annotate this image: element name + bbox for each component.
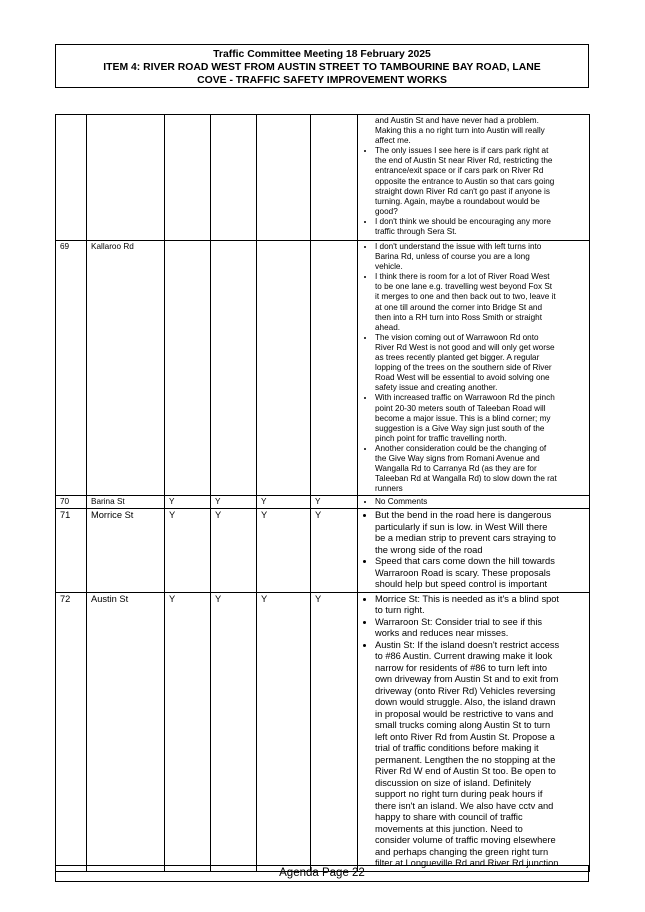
table-row (56, 115, 590, 241)
comment-line: discussion on size of island. Definitely (375, 777, 532, 788)
comments-cell (358, 115, 590, 241)
response-cell-3: Y (257, 509, 311, 593)
comment-line: entrance/exit space or if cars park on River Rd (375, 166, 544, 176)
response-cell-2 (211, 115, 257, 241)
response-cell-4: Y (311, 496, 358, 509)
table-row (56, 496, 590, 509)
comment-line: pinch point for traffic travelling north. (375, 433, 507, 443)
item-title-line-1: ITEM 4: RIVER ROAD WEST FROM AUSTIN STREET TO TAMBOURINE BAY ROAD, LANE (103, 62, 541, 73)
comment-item (375, 617, 585, 640)
comment-line: happy to share with council of traffic (375, 812, 523, 823)
comment-item (375, 497, 585, 507)
response-cell-2: Y (211, 509, 257, 593)
comment-line: straight down River Rd can't go past if anyone is (375, 186, 550, 196)
comment-item (375, 556, 585, 591)
response-cell-4: Y (311, 592, 358, 871)
comment-line: trial of traffic conditions before making it (375, 743, 539, 754)
comment-line: be a median strip to prevent cars straying to (375, 533, 556, 544)
comment-list (362, 510, 585, 591)
comment-line: • Warraroon St: Consider trial to see if this (375, 616, 543, 627)
comment-line: at one till around the corner into Bridge St and (375, 302, 543, 312)
comment-line: River Rd West is not good and will only get worse (375, 342, 555, 352)
comment-line: • I don't think we should be encouraging any more (375, 216, 551, 226)
comment-item (375, 510, 585, 556)
continued-comment (362, 116, 585, 146)
item-title-line-2: COVE - TRAFFIC SAFETY IMPROVEMENT WORKS (197, 75, 447, 86)
response-cell-1: Y (165, 592, 211, 871)
comment-line: own driveway from Austin St and to exit from (375, 674, 559, 685)
comment-line: • Morrice St: This is needed as it's a blind spot (375, 593, 560, 604)
table-row (56, 509, 590, 593)
comment-item (375, 640, 585, 870)
comment-line: the wrong side of the road (375, 544, 483, 555)
page-footer (55, 865, 589, 882)
responses-table (55, 114, 590, 872)
response-cell-4 (311, 115, 358, 241)
comment-line: safety issue and creating another. (375, 383, 498, 393)
meeting-title: Traffic Committee Meeting 18 February 2025 (213, 49, 431, 60)
response-cell-3 (257, 115, 311, 241)
comment-line: lopping of the trees on the southern side of River (375, 363, 552, 373)
comment-line: movements at this junction. Need to (375, 823, 523, 834)
street-cell: Morrice St (87, 509, 165, 593)
comment-line: and Austin St and have never had a problem. (375, 116, 539, 125)
comment-line: in proposal would be restrictive to vans and (375, 708, 554, 719)
row-number-cell: 70 (56, 496, 87, 509)
comment-line: • With increased traffic on Warrawoon Rd the pinch (375, 393, 555, 403)
document-header (55, 44, 589, 88)
response-cell-1 (165, 241, 211, 496)
comment-line: Taleeban Rd at Wangalla Rd) to slow down the rat (375, 474, 557, 484)
comment-item (375, 594, 585, 617)
comment-line: • But the bend in the road here is dangerous (375, 510, 552, 521)
response-cell-2: Y (211, 592, 257, 871)
comment-line: to #86 Austin. Current drawing make it look (375, 651, 553, 662)
street-cell: Austin St (87, 592, 165, 871)
comment-list (362, 497, 585, 507)
comment-line: • I think there is room for a lot of River Road West (375, 272, 550, 282)
comment-line: turning. Again, maybe a roundabout would be (375, 196, 540, 206)
comment-line: • Speed that cars come down the hill towards (375, 556, 555, 567)
response-cell-4 (311, 241, 358, 496)
comment-line: the Give Way signs from Romani Avenue and (375, 453, 540, 463)
comment-line: Road West will be essential to avoid solving one (375, 373, 550, 383)
street-cell (87, 115, 165, 241)
response-cell-2 (211, 241, 257, 496)
comment-line: suggestion is a Give Way sign just south of the (375, 423, 545, 433)
response-cell-3: Y (257, 496, 311, 509)
comment-line: • The only issues I see here is if cars park right at (375, 146, 549, 156)
comment-list (362, 242, 585, 494)
comment-line: • No Comments (375, 497, 428, 507)
comment-line: the end of Austin St near River Rd, restricting the (375, 156, 553, 166)
comment-line: small trucks coming along Austin St to turn (375, 720, 551, 731)
comment-line: Making this a no right turn into Austin will really (375, 126, 545, 136)
comment-line: opposite the entrance to Austin so that cars going (375, 176, 555, 186)
street-cell: Barina St (87, 496, 165, 509)
comment-line: driveway (onto River Rd) Vehicles reversing (375, 685, 556, 696)
comment-line: affect me. (375, 136, 411, 146)
comment-item (375, 146, 585, 217)
comment-line: vehicle. (375, 262, 403, 272)
comment-list (362, 146, 585, 237)
comment-line: works and reduces near misses. (375, 628, 509, 639)
comment-item (375, 333, 585, 394)
response-cell-1: Y (165, 496, 211, 509)
comment-line: particularly if sun is low. in West Will there (375, 521, 548, 532)
comments-cell (358, 592, 590, 871)
comment-line: River Rd W end of Austin St too. Be open to (375, 766, 556, 777)
comments-cell (358, 496, 590, 509)
row-number-cell: 71 (56, 509, 87, 593)
comment-item (375, 393, 585, 443)
comment-item (375, 217, 585, 237)
row-number-cell: 72 (56, 592, 87, 871)
comment-line: as trees recently planted get bigger. A regular (375, 353, 540, 363)
comment-line: filter at Longueville Rd and River Rd junction (375, 858, 559, 869)
comment-line: consider volume of traffic moving elsewhere (375, 835, 556, 846)
response-cell-2: Y (211, 496, 257, 509)
comment-line: Barina Rd, unless of course you are a long (375, 252, 530, 262)
comment-line: good? (375, 206, 398, 216)
agenda-page-number: Agenda Page 22 (279, 867, 365, 879)
street-cell: Kallaroo Rd (87, 241, 165, 496)
comment-line: permanent. Lengthen the no stopping at the (375, 754, 556, 765)
comment-line: it merges to one and then back out to two, leave it (375, 292, 556, 302)
comment-line: runners (375, 484, 403, 494)
comment-item (375, 272, 585, 333)
comment-line: to turn right. (375, 605, 425, 616)
comment-item (375, 242, 585, 272)
response-cell-3: Y (257, 592, 311, 871)
comment-line: should help but speed control is important (375, 579, 548, 590)
comment-line: left onto River Rd from Austin St. Propose a (375, 731, 555, 742)
comment-line: ahead. (375, 322, 401, 332)
comment-line: traffic through Sera St. (375, 227, 457, 237)
comment-line: to be one lane e.g. travelling west beyond Fox St (375, 282, 553, 292)
comment-line: support no right turn during peak hours if (375, 789, 543, 800)
row-number-cell (56, 115, 87, 241)
response-cell-1 (165, 115, 211, 241)
comment-line: • Another consideration could be the changing of (375, 443, 547, 453)
row-number-cell: 69 (56, 241, 87, 496)
comment-list (362, 594, 585, 870)
comment-line: down would struggle. Also, the island drawn (375, 697, 556, 708)
table-row (56, 241, 590, 496)
comment-line: • I don't understand the issue with left turns into (375, 242, 542, 251)
comments-cell (358, 241, 590, 496)
comment-item (375, 444, 585, 494)
responses-table-body (56, 115, 590, 872)
comment-line: • Austin St: If the island doesn't restrict access (375, 639, 560, 650)
comment-line: become a major issue. This is a blind corner; my (375, 413, 551, 423)
comment-line: and perhaps changing the green right turn (375, 846, 549, 857)
comment-line: point 20-30 meters south of Taleeban Road will (375, 403, 546, 413)
response-cell-4: Y (311, 509, 358, 593)
comment-line: Warraroon Road is scary. These proposals (375, 567, 551, 578)
table-row (56, 592, 590, 871)
comment-line: Wangalla Rd to Carranya Rd (as they are for (375, 464, 537, 474)
comment-line: there isn't an island. We also have cctv and (375, 800, 554, 811)
response-cell-1: Y (165, 509, 211, 593)
response-cell-3 (257, 241, 311, 496)
comments-cell (358, 509, 590, 593)
comment-line: narrow for residents of #86 to turn left into (375, 662, 548, 673)
comment-line: • The vision coming out of Warrawoon Rd onto (375, 332, 539, 342)
comment-line: then into a RH turn into Ross Smith or straight (375, 312, 543, 322)
